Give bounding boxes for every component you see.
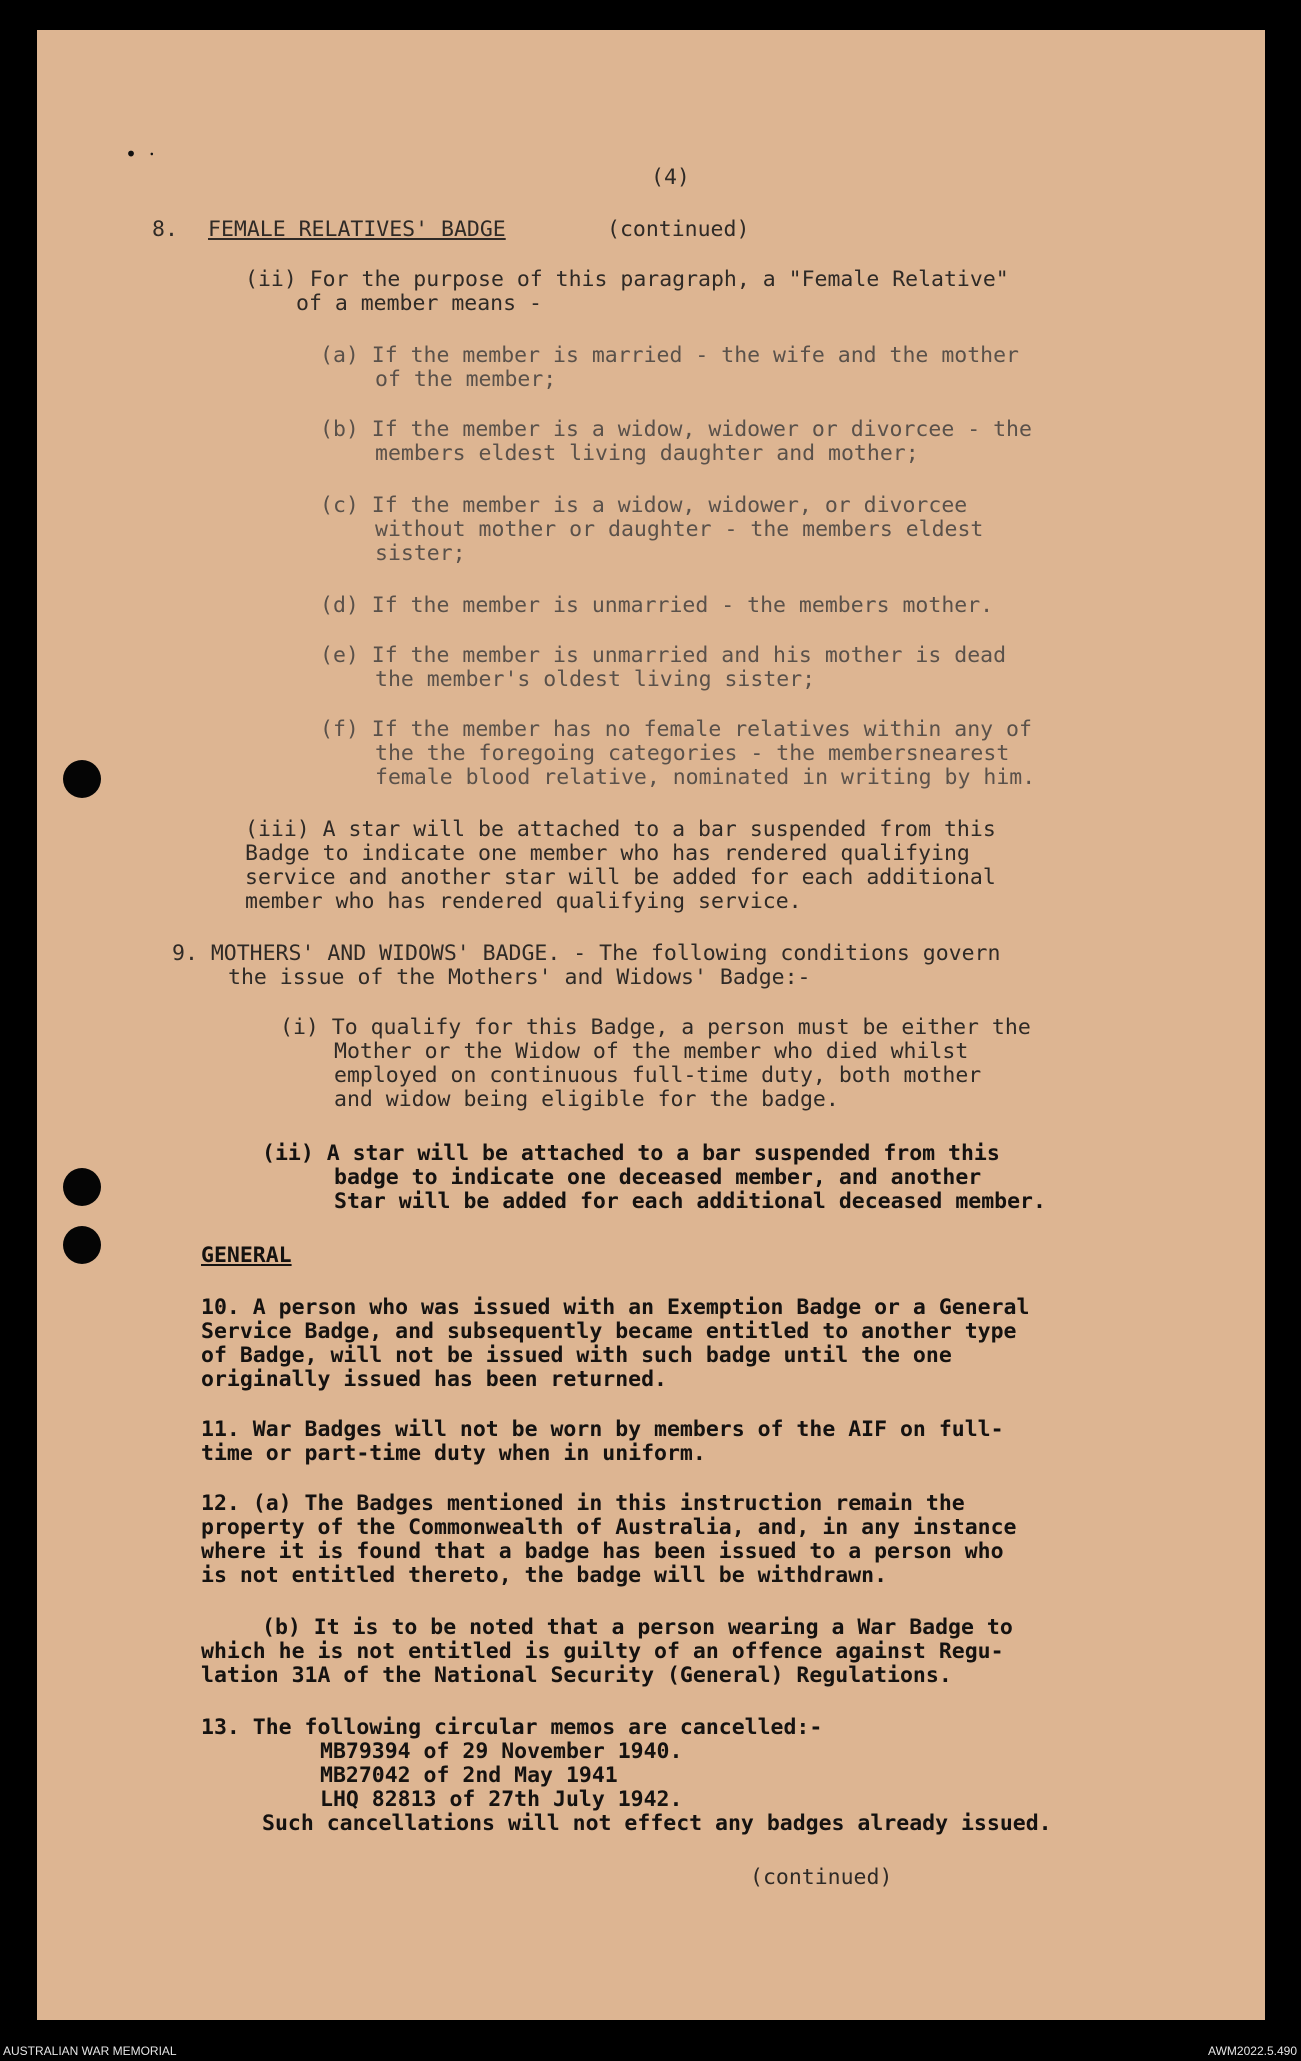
punch-hole-middle xyxy=(63,1168,101,1206)
item-d-line-1: (d) If the member is unmarried - the members mother. xyxy=(320,593,994,618)
para-8-ii-line-1: (ii) For the purpose of this paragraph, a "Female Relative" xyxy=(245,267,1009,292)
para-8-iii-line-3: service and another star will be added for each additional xyxy=(245,865,996,890)
para-9-i-line-1: (i) To qualify for this Badge, a person must be either the xyxy=(280,1015,1031,1040)
item-e-line-2: the member's oldest living sister; xyxy=(375,667,816,692)
punch-hole-top xyxy=(63,760,101,798)
para-10-line-2: Service Badge, and subsequently became entitled to another type xyxy=(201,1319,1017,1344)
ink-mark: • ⸱ xyxy=(125,142,155,166)
item-a-line-2: of the member; xyxy=(375,367,557,392)
punch-hole-bottom xyxy=(63,1226,101,1264)
para-12b-line-2: which he is not entitled is guilty of an offence against Regu- xyxy=(201,1639,1004,1664)
para-8-iii-line-1: (iii) A star will be attached to a bar suspended from this xyxy=(245,817,996,842)
item-b-line-2: members eldest living daughter and mother; xyxy=(375,441,919,466)
item-c-line-3: sister; xyxy=(375,541,466,566)
item-f-line-1: (f) If the member has no female relatives within any of xyxy=(320,717,1032,742)
para-12a-line-2: property of the Commonwealth of Australia, and, in any instance xyxy=(201,1515,1017,1540)
section-8-number: 8. xyxy=(152,217,178,242)
page-number: (4) xyxy=(651,165,690,190)
para-9-ii-line-3: Star will be added for each additional deceased member. xyxy=(334,1189,1046,1214)
item-b-line-1: (b) If the member is a widow, widower or divorcee - the xyxy=(320,417,1032,442)
archive-reference: AWM2022.5.490 xyxy=(1208,2044,1297,2058)
item-c-line-1: (c) If the member is a widow, widower, or divorcee xyxy=(320,493,968,518)
para-12b-line-1: (b) It is to be noted that a person wearing a War Badge to xyxy=(262,1615,1013,1640)
continued-footer: (continued) xyxy=(750,1865,893,1890)
item-e-line-1: (e) If the member is unmarried and his mother is dead xyxy=(320,643,1007,668)
general-heading: GENERAL xyxy=(201,1243,292,1268)
para-9-i-line-4: and widow being eligible for the badge. xyxy=(334,1087,839,1112)
section-9-line-1: 9. MOTHERS' AND WIDOWS' BADGE. - The following conditions govern xyxy=(172,941,1001,966)
para-9-ii-line-1: (ii) A star will be attached to a bar suspended from this xyxy=(262,1141,1000,1166)
para-8-ii-line-2: of a member means - xyxy=(296,291,542,316)
para-8-iii-line-4: member who has rendered qualifying service. xyxy=(245,889,802,914)
memo-2: MB27042 of 2nd May 1941 xyxy=(320,1763,618,1788)
para-13-end: Such cancellations will not effect any badges already issued. xyxy=(262,1811,1052,1836)
para-11-line-1: 11. War Badges will not be worn by members of the AIF on full- xyxy=(201,1417,1004,1442)
para-12b-line-3: lation 31A of the National Security (General) Regulations. xyxy=(201,1663,952,1688)
para-12a-line-3: where it is found that a badge has been issued to a person who xyxy=(201,1539,1004,1564)
para-10-line-3: of Badge, will not be issued with such badge until the one xyxy=(201,1343,952,1368)
item-f-line-3: female blood relative, nominated in writing by him. xyxy=(375,765,1036,790)
section-8-continued: (continued) xyxy=(607,217,750,242)
section-9-line-2: the issue of the Mothers' and Widows' Badge:- xyxy=(228,965,811,990)
item-a-line-1: (a) If the member is married - the wife and the mother xyxy=(320,343,1019,368)
archive-name: AUSTRALIAN WAR MEMORIAL xyxy=(3,2044,177,2058)
memo-3: LHQ 82813 of 27th July 1942. xyxy=(320,1787,683,1812)
para-9-ii-line-2: badge to indicate one deceased member, and another xyxy=(334,1165,982,1190)
item-f-line-2: the the foregoing categories - the membersnearest xyxy=(375,741,1010,766)
memo-1: MB79394 of 29 November 1940. xyxy=(320,1739,683,1764)
para-9-i-line-3: employed on continuous full-time duty, both mother xyxy=(334,1063,982,1088)
para-11-line-2: time or part-time duty when in uniform. xyxy=(201,1441,706,1466)
para-12a-line-4: is not entitled thereto, the badge will be withdrawn. xyxy=(201,1563,888,1588)
para-12a-line-1: 12. (a) The Badges mentioned in this instruction remain the xyxy=(201,1491,965,1516)
para-10-line-1: 10. A person who was issued with an Exemption Badge or a General xyxy=(201,1295,1030,1320)
para-13-line-1: 13. The following circular memos are cancelled:- xyxy=(201,1715,823,1740)
para-9-i-line-2: Mother or the Widow of the member who died whilst xyxy=(334,1039,969,1064)
item-c-line-2: without mother or daughter - the members eldest xyxy=(375,517,984,542)
section-8-heading: FEMALE RELATIVES' BADGE xyxy=(208,217,506,242)
para-8-iii-line-2: Badge to indicate one member who has rendered qualifying xyxy=(245,841,970,866)
para-10-line-4: originally issued has been returned. xyxy=(201,1367,667,1392)
